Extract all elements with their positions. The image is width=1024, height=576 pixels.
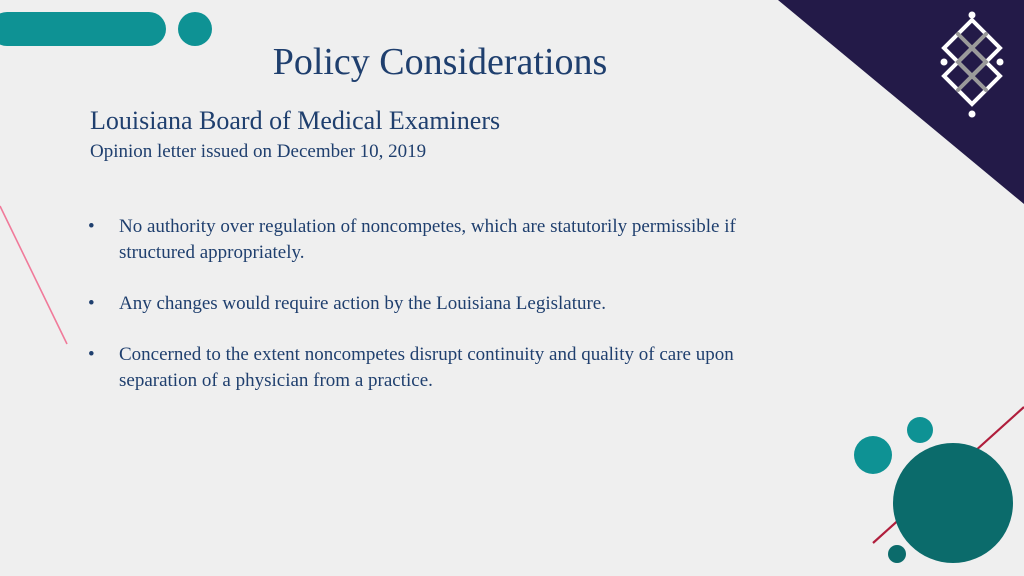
dark-teal-circle-large [893,443,1013,563]
bullet-text: Any changes would require action by the Louisiana Legislature. [119,293,606,314]
bullet-item [88,214,788,266]
bullet-item [88,342,788,394]
bullet-marker: • [88,344,95,365]
bullet-list [88,214,788,419]
teal-circle-small [907,417,933,443]
bullet-text: Concerned to the extent noncompetes disrupt continuity and quality of care upon separation of a physician from a practice. [119,344,734,391]
slide-subtitle: Louisiana Board of Medical Examiners [90,106,501,135]
navy-corner-triangle [778,0,1024,204]
teal-circle-medium [854,436,892,474]
bullet-text: No authority over regulation of noncompetes, which are statutorily permissible if structured appropriately. [119,216,736,263]
pink-diagonal-line [0,206,67,344]
slide-title: Policy Considerations [272,41,608,83]
bullet-marker: • [88,216,95,237]
opinion-date-caption: Opinion letter issued on December 10, 2019 [90,141,427,162]
dark-teal-circle-tiny [888,545,906,563]
bullet-marker: • [88,293,95,314]
bullet-item [88,291,788,317]
